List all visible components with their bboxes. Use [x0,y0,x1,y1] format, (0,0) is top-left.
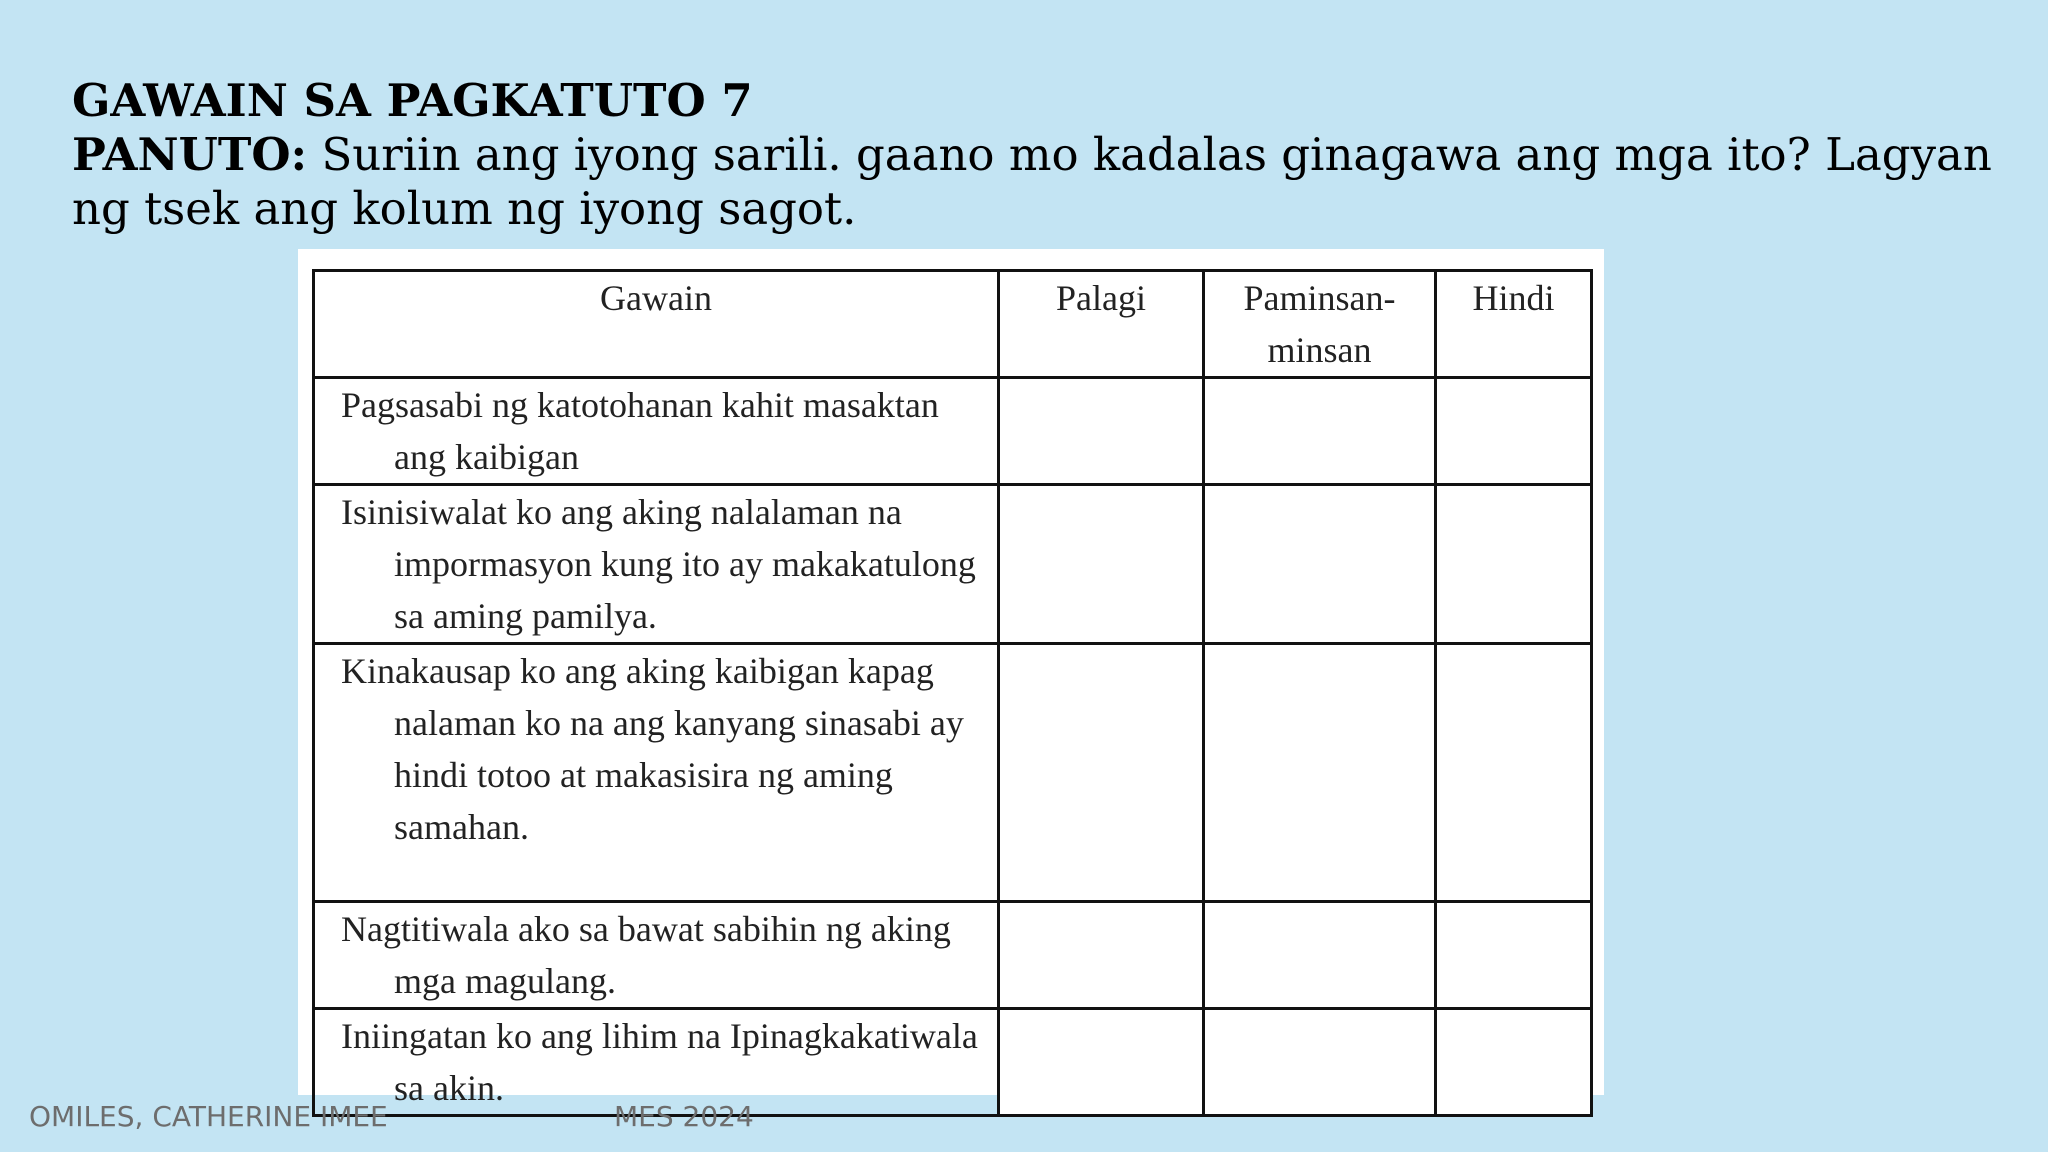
activity-cell: Pagsasabi ng katotohanan kahit masaktan ang kaibigan [314,378,999,485]
activity-cell: Iniingatan ko ang lihim na Ipinagkakatiwala sa akin. [314,1009,999,1116]
check-cell-palagi[interactable] [999,378,1204,485]
check-cell-palagi[interactable] [999,1009,1204,1116]
activity-cell: Isinisiwalat ko ang aking nalalaman na impormasyon kung ito ay makakatulong sa aming pamilya. [314,485,999,644]
page-title: GAWAIN SA PAGKATUTO 7 [72,74,753,127]
check-cell-paminsan-minsan[interactable] [1204,902,1436,1009]
check-cell-hindi[interactable] [1436,902,1592,1009]
activity-cell: Nagtitiwala ako sa bawat sabihin ng aking mga magulang. [314,902,999,1009]
check-cell-paminsan-minsan[interactable] [1204,378,1436,485]
activity-cell: Kinakausap ko ang aking kaibigan kapag nalaman ko na ang kanyang sinasabi ay hindi totoo at makasisira ng aming samahan. [314,644,999,902]
header-palagi: Palagi [999,271,1204,378]
table-row [314,644,1592,902]
check-cell-paminsan-minsan[interactable] [1204,485,1436,644]
header-hindi: Hindi [1436,271,1592,378]
check-cell-hindi[interactable] [1436,1009,1592,1116]
check-cell-palagi[interactable] [999,902,1204,1009]
slide-heading [72,74,2032,236]
check-cell-palagi[interactable] [999,644,1204,902]
instruction-label: PANUTO: [72,128,308,181]
header-paminsan-minsan: Paminsan-minsan [1204,271,1436,378]
table-header-row [314,271,1592,378]
check-cell-paminsan-minsan[interactable] [1204,644,1436,902]
check-cell-paminsan-minsan[interactable] [1204,1009,1436,1116]
check-cell-hindi[interactable] [1436,485,1592,644]
worksheet-table [312,269,1593,1117]
footer-school-year: MES 2024 [614,1100,754,1133]
worksheet-card [298,249,1604,1108]
check-cell-hindi[interactable] [1436,378,1592,485]
header-gawain: Gawain [314,271,999,378]
table-row [314,485,1592,644]
check-cell-hindi[interactable] [1436,644,1592,902]
table-row [314,1009,1592,1116]
footer-author: OMILES, CATHERINE IMEE [29,1100,388,1133]
table-row [314,902,1592,1009]
check-cell-palagi[interactable] [999,485,1204,644]
instruction-text: Suriin ang iyong sarili. gaano mo kadalas ginagawa ang mga ito? Lagyan ng tsek ang kolum ng iyong sagot. [72,128,1992,235]
table-row [314,378,1592,485]
